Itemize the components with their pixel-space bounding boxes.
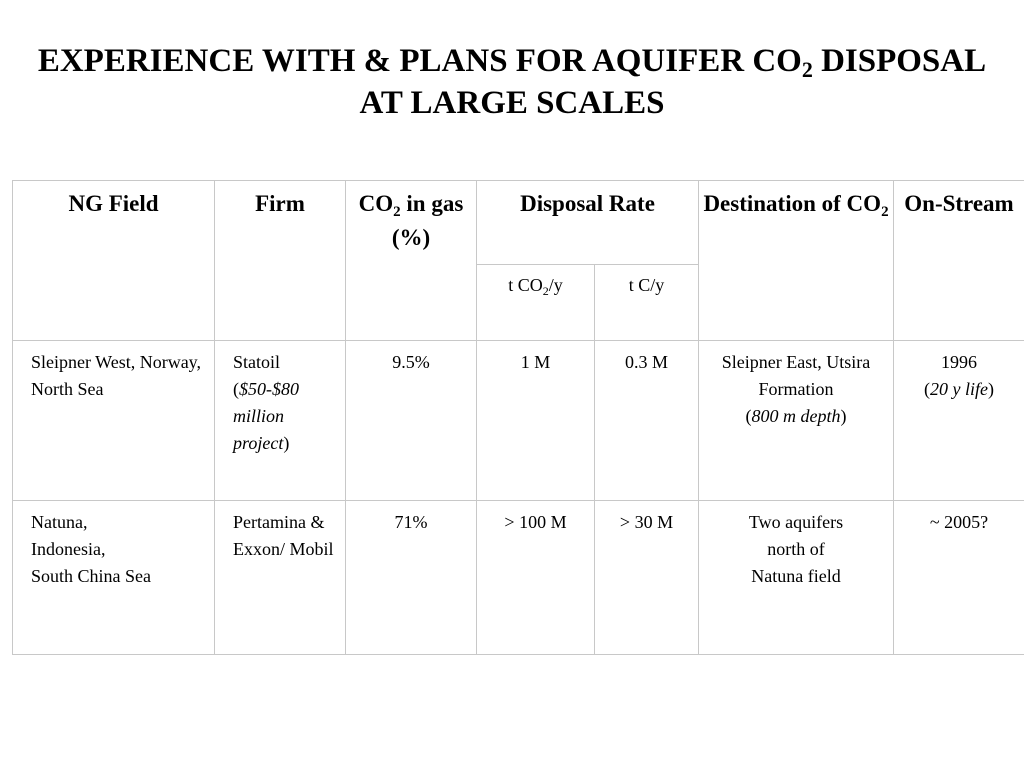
- header-disposal-rate: Disposal Rate: [477, 181, 699, 265]
- subheader-t-c-per-year: t C/y: [595, 265, 699, 341]
- cell-firm: Statoil ($50-$80 million project): [215, 341, 346, 501]
- table-row: [13, 501, 1024, 655]
- cell-t-c: > 30 M: [595, 501, 699, 655]
- cell-destination: Sleipner East, Utsira Formation (800 m depth): [699, 341, 894, 501]
- slide-title: [0, 40, 1024, 124]
- title-line-2: AT LARGE SCALES: [359, 85, 665, 121]
- cell-field: Natuna, Indonesia, South China Sea: [13, 501, 215, 655]
- header-destination: Destination of $CO_2$: [699, 181, 894, 341]
- cell-t-co2: 1 M: [477, 341, 595, 501]
- title-line-1: EXPERIENCE WITH & PLANS FOR AQUIFER $CO_2$ DISPOSAL: [37, 43, 987, 82]
- cell-t-co2: > 100 M: [477, 501, 595, 655]
- header-on-stream: On-Stream: [894, 181, 1024, 341]
- header-row: [13, 181, 1024, 265]
- cell-co2: 71%: [346, 501, 477, 655]
- cell-on-stream: ~ 2005?: [894, 501, 1024, 655]
- header-firm: Firm: [215, 181, 346, 341]
- header-ng-field: NG Field: [13, 181, 215, 341]
- cell-on-stream: 1996 (20 y life): [894, 341, 1024, 501]
- cell-destination: Two aquifers north of Natuna field: [699, 501, 894, 655]
- cell-firm: Pertamina & Exxon/ Mobil: [215, 501, 346, 655]
- subheader-t-co2-per-year: t $CO_2/y$: [477, 265, 595, 341]
- cell-t-c: 0.3 M: [595, 341, 699, 501]
- header-co2-in-gas: $CO_2$ in gas (%): [346, 181, 477, 341]
- cell-field: Sleipner West, Norway, North Sea: [13, 341, 215, 501]
- cell-co2: 9.5%: [346, 341, 477, 501]
- co2-disposal-table: [12, 180, 1024, 655]
- table-row: [13, 341, 1024, 501]
